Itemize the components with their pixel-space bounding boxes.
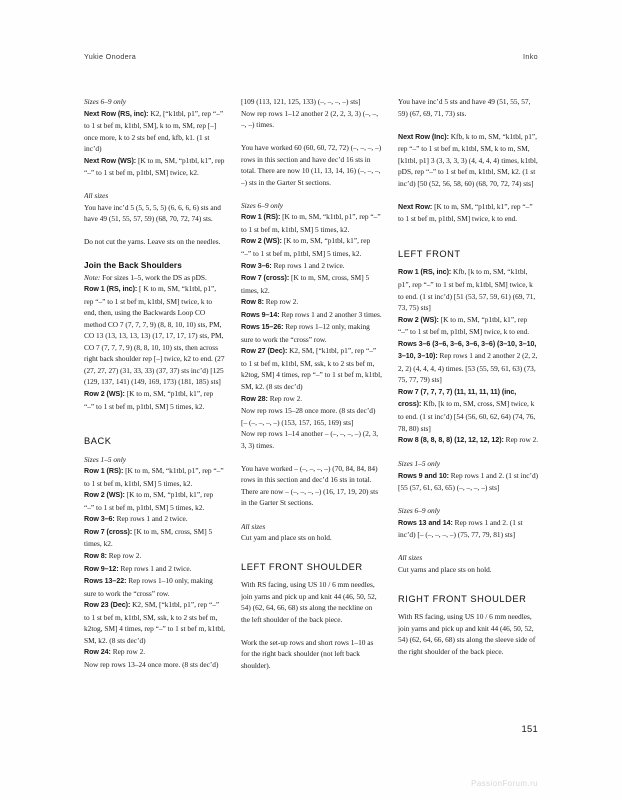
size-subheading: Sizes 1–5 only <box>84 454 127 464</box>
row-label: Rows 9 and 10: <box>398 471 449 480</box>
section-heading: LEFT FRONT SHOULDER <box>241 561 363 572</box>
paragraph: Row 2 (WS): [K to m, SM, “p1tbl, k1”, rep “–” to 1 st bef m, p1tbl, SM] 5 times, k2. <box>241 236 371 259</box>
spacer <box>398 447 539 459</box>
page-number: 151 <box>521 723 538 734</box>
paragraph: Next Row (WS): [K to m, SM, “p1tbl, k1”, rep “–” to 1 st bef m, p1tbl, SM] twice, k2. <box>84 155 225 178</box>
paragraph: Row 1 (RS): [K to m, SM, “k1tbl, p1”, rep “–” to 1 st bef m, k1tbl, SM] 5 times, k2. <box>241 212 381 234</box>
paragraph: Row 3–6: Rep rows 1 and 2 twice. <box>84 514 188 524</box>
row-label: Row 1 (RS): <box>84 467 124 476</box>
row-label: Row 9–12: <box>84 564 119 573</box>
paragraph: Next Row (Inc): Kfb, k to m, SM, “k1tbl, p1”, rep “–” to 1 st bef m, k1tbl, SM, k to m, SM, [k1tbl, p1] 3 (3, 3, 3, 3) (4, 4, 4, 4) times, k1tbl, pDS, rep “–” to 1 st bef m, k1tbl, SM, k2. (1 st inc’d) [50 (52, 56, 58, 60) (68, 70, 72, 74) sts] <box>398 131 538 188</box>
paragraph: Row 2 (WS): [K to m, SM, “p1tbl, k1”, rep “–” to 1 st bef m, p1tbl, SM] 5 times, k2. <box>84 388 214 411</box>
section-heading: RIGHT FRONT SHOULDER <box>398 593 527 604</box>
spacer <box>398 119 539 131</box>
subsection-heading: Join the Back Shoulders <box>84 260 182 270</box>
text-columns <box>84 96 540 716</box>
paragraph: Row 27 (Dec): K2, SM, [“k1tbl, p1”, rep “–” to 1 st bef m, k1tbl, SM, ssk, k to 2 sts bef m, k2tog, SM] 4 times, rep “–” to 1 st bef m, k1tbl, SM, k2. (8 sts dec’d) <box>241 346 382 392</box>
column-3 <box>398 96 539 716</box>
paragraph: Work the set-up rows and short rows 1–10 as for the right back shoulder (not left back shoulder). <box>241 637 374 670</box>
row-label: Row 2 (WS): <box>84 491 125 500</box>
spacer <box>84 225 225 237</box>
paragraph: You have worked 60 (60, 60, 72, 72) (–, –, –, –) rows in this section and have dec’d 16 sts in total. There are now 10 (11, 13, 14, 16) (–, –, –, –) sts in the Garter St sections. <box>241 143 382 187</box>
size-subheading: All sizes <box>398 553 423 563</box>
paragraph: Next Row: [K to m, SM, “p1tbl, k1”, rep “–” to 1 st bef m, p1tbl, SM] twice, k to end. <box>398 201 533 224</box>
section-heading: BACK <box>84 436 112 447</box>
row-label: Row 7 (cross): <box>241 274 290 283</box>
paragraph: Now rep rows 15–28 once more. (8 sts dec’d) [– (–, –, –, –) (153, 157, 165, 169) sts] <box>241 406 376 427</box>
paragraph: Now rep rows 1–14 another – (–, –, –, –) (2, 3, 3, 3) times. <box>241 429 379 450</box>
paragraph: You have inc’d 5 sts and have 49 (51, 55, 57, 59) (67, 69, 71, 73) sts. <box>398 97 531 118</box>
spacer <box>398 189 539 201</box>
spacer <box>398 225 539 248</box>
paragraph: [109 (113, 121, 125, 133) (–, –, –, –) sts] <box>241 97 361 106</box>
spacer <box>241 509 382 521</box>
row-label: Row 3–6: <box>84 515 115 524</box>
paragraph: Next Row (RS, inc): K2, [“k1tbl, p1”, rep “–” to 1 st bef m, k1tbl, SM], k to m, SM, rep [–] once more, k to 2 sts bef end, kfb, k1. (1 st inc’d) <box>84 108 224 154</box>
row-label: Row 3–6: <box>241 261 272 270</box>
row-label: Next Row (RS, inc): <box>84 109 149 118</box>
paragraph: Do not cut the yarns. Leave sts on the needles. <box>84 237 221 247</box>
spacer <box>398 541 539 553</box>
spacer <box>241 625 382 637</box>
paragraph: Row 7 (7, 7, 7, 7) (11, 11, 11, 11) (inc, cross): Kfb, [k to m, SM, cross, SM] twice, k to end. (1 st inc’d) [54 (56, 60, 62, 64) (74, 76, 78, 80) sts] <box>398 387 536 433</box>
size-subheading: All sizes <box>241 521 266 531</box>
spacer <box>241 544 382 561</box>
row-label: Row 28: <box>241 394 268 403</box>
column-1 <box>84 96 225 716</box>
paragraph: Row 2 (WS): [K to m, SM, “p1tbl, k1”, rep “–” to 1 st bef m, p1tbl, SM] twice, k to end. <box>398 314 530 337</box>
paragraph: Row 28: Rep row 2. <box>241 393 303 403</box>
watermark: PassionForum.ru <box>471 779 538 788</box>
row-label: Row 7 (7, 7, 7, 7) (11, 11, 11, 11) (inc, cross): <box>398 387 517 409</box>
paragraph: With RS facing, using US 10 / 6 mm needles, join yarns and pick up and knit 44 (46, 50, 52, 54) (62, 64, 66, 68) sts along the sleeve side of the right shoulder of the back piece. <box>398 612 536 656</box>
row-label: Rows 3–6 (3–6, 3–6, 3–6, 3–6) (3–10, 3–10, 3–10, 3–10): <box>398 339 537 361</box>
section-heading: LEFT FRONT <box>398 248 461 259</box>
row-label: Rows 15–26: <box>241 323 284 332</box>
spacer <box>241 451 382 463</box>
paragraph: Row 2 (WS): [K to m, SM, “p1tbl, k1”, rep “–” to 1 st bef m, p1tbl, SM] 5 times, k2. <box>84 490 214 512</box>
row-label: Row 2 (WS): <box>84 389 125 398</box>
row-label: Row 2 (WS): <box>241 237 282 246</box>
paragraph: With RS facing, using US 10 / 6 mm needles, join yarns and pick up and knit 44 (46, 50, 52, 54) (62, 64, 66, 68) sts along the neckline on the left shoulder of the back piece. <box>241 580 377 624</box>
paragraph: Rows 9–14: Rep rows 1 and 2 another 3 times. <box>241 309 382 319</box>
spacer <box>84 412 225 435</box>
paragraph: Row 7 (cross): [K to m, SM, cross, SM] 5 times, k2. <box>241 273 370 295</box>
size-subheading: Sizes 6–9 only <box>84 97 127 106</box>
size-subheading: Sizes 6–9 only <box>398 506 441 516</box>
row-label: Rows 9–14: <box>241 310 280 319</box>
paragraph: Row 8: Rep row 2. <box>241 297 299 307</box>
spacer <box>241 188 382 200</box>
paragraph: Now rep rows 13–24 once more. (8 sts dec’d) <box>84 659 219 669</box>
paragraph: You have inc’d 5 (5, 5, 5, 5) (6, 6, 6, 6) sts and have 49 (51, 55, 57, 59) (68, 70, 72, 74) sts. <box>84 202 221 224</box>
row-label: Rows 13 and 14: <box>398 518 453 527</box>
row-label: Row 24: <box>84 648 111 657</box>
size-subheading: All sizes <box>84 191 109 201</box>
paragraph: Row 8: Rep row 2. <box>84 550 142 560</box>
spacer <box>84 248 225 260</box>
paragraph: Row 1 (RS, inc): [ K to m, SM, “k1tbl, p1”, rep “–” to 1 st bef m, k1tbl, SM] twice, k to end, then, using the Backwards Loop CO method CO 7 (7, 7, 7, 9) (8, 8, 10, 10) sts, PM, CO 13 (13, 13, 13, 13) (17, 17, 17, 17) sts, PM, CO 7 (7, 7, 7, 9) (8, 8, 10, 10) sts, then across right back shoulder rep [–] twice, k2 to end. (27 (27, 27, 27) (31, 33, 33) (37, 37) sts inc’d) [125 (129, 137, 141) (149, 169, 173) (181, 185) sts] <box>84 284 225 387</box>
row-label: Rows 13–22: <box>84 577 127 586</box>
paragraph: Row 23 (Dec): K2, SM, [“k1tbl, p1”, rep “–” to 1 st bef m, k1tbl, SM, ssk, k to 2 sts bef m, k2tog, SM] 4 times, rep “–” to 1 st bef m, k1tbl, SM, k2. (8 sts dec’d) <box>84 600 225 645</box>
running-head-title: Inko <box>523 52 538 61</box>
row-label: Row 1 (RS, inc): <box>84 285 138 294</box>
paragraph: Cut yarn and place sts on hold. <box>241 533 332 543</box>
row-label: Row 7 (cross): <box>84 527 133 536</box>
row-label: Row 8: <box>84 551 107 560</box>
row-label: Row 2 (WS): <box>398 315 439 324</box>
paragraph: You have worked – (–, –, –, –) (70, 84, 84, 84) rows in this section and dec’d 16 sts in total. There are now – (–, –, –, –) (16, 17, 19, 20) sts in the Garter St sections. <box>241 463 379 508</box>
row-label: Row 8: <box>241 298 264 307</box>
paragraph: Row 3–6: Rep rows 1 and 2 twice. <box>241 260 345 270</box>
row-label: Row 27 (Dec): <box>241 347 288 356</box>
row-label: Next Row (WS): <box>84 156 137 165</box>
row-label: Next Row: <box>398 202 433 211</box>
paragraph: Note: For sizes 1–5, work the DS as pDS. <box>84 272 207 282</box>
paragraph: Rows 13–22: Rep rows 1–10 only, making sure to work the “cross” row. <box>84 576 213 598</box>
size-subheading: Sizes 1–5 only <box>398 459 441 469</box>
size-subheading: Sizes 6–9 only <box>241 200 284 210</box>
paragraph: Row 1 (RS, inc): Kfb, [k to m, SM, “k1tbl, p1”, rep “–” to 1 st bef m, k1tbl, SM] twice, k to end. (1 st inc’d) [51 (53, 57, 59, 61) (69, 71, 73, 75) sts] <box>398 267 536 313</box>
row-label: Row 8 (8, 8, 8, 8) (12, 12, 12, 12): <box>398 436 504 445</box>
paragraph: Row 8 (8, 8, 8, 8) (12, 12, 12, 12): Rep row 2. <box>398 435 539 445</box>
row-label: Row 1 (RS, inc): <box>398 268 452 277</box>
row-label: Row 23 (Dec): <box>84 601 131 610</box>
paragraph: Row 1 (RS): [K to m, SM, “k1tbl, p1”, rep “–” to 1 st bef m, k1tbl, SM] 5 times, k2. <box>84 466 224 488</box>
paragraph: Row 9–12: Rep rows 1 and 2 twice. <box>84 563 192 573</box>
paragraph: Rows 15–26: Rep rows 1–12 only, making sure to work the “cross” row. <box>241 322 370 344</box>
paragraph: Row 7 (cross): [K to m, SM, cross, SM] 5 times, k2. <box>84 526 213 549</box>
spacer <box>398 494 539 506</box>
spacer <box>241 131 382 143</box>
running-head-author: Yukie Onodera <box>84 52 137 61</box>
paragraph: Rows 3–6 (3–6, 3–6, 3–6, 3–6) (3–10, 3–10, 3–10, 3–10): Rep rows 1 and 2 another 2 (2, 2, 2, 2) (4, 4, 4, 4) times. [53 (55, 59, 61, 63) (73, 75, 77, 79) sts] <box>398 339 538 385</box>
row-label: Row 1 (RS): <box>241 213 281 222</box>
spacer <box>84 179 225 191</box>
row-label: Next Row (Inc): <box>398 132 449 141</box>
spacer <box>398 576 539 593</box>
column-2 <box>241 96 382 716</box>
paragraph: Rows 13 and 14: Rep rows 1 and 2. (1 st inc’d) [– (–, –, –, –) (75, 77, 79, 81) sts] <box>398 517 523 540</box>
paragraph: Row 24: Rep row 2. <box>84 647 146 657</box>
paragraph: Rows 9 and 10: Rep rows 1 and 2. (1 st inc’d) [55 (57, 61, 63, 65) (–, –, –, –) sts] <box>398 470 539 493</box>
running-head <box>84 52 538 61</box>
paragraph: Cut yarns and place sts on hold. <box>398 564 492 574</box>
paragraph: Now rep rows 1–12 another 2 (2, 2, 3, 3) (–, –, –, –) times. <box>241 108 379 130</box>
